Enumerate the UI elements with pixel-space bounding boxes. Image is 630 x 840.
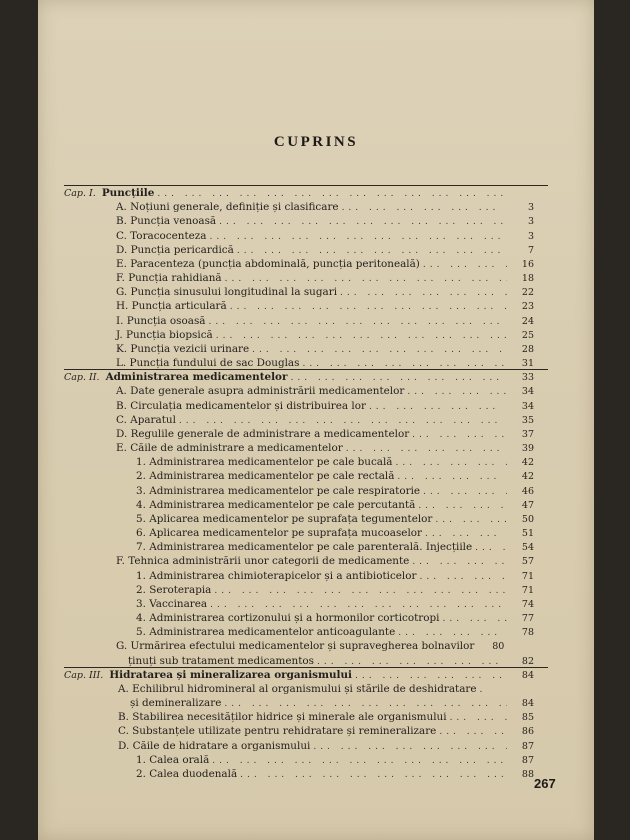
- entry-title: K. Puncția vezicii urinare: [116, 342, 250, 355]
- dot-leader: [208, 317, 507, 327]
- entry-title: 4. Administrarea medicamentelor pe cale percutantă: [136, 498, 416, 511]
- entry-title: 4. Administrarea cortizonului și a hormonilor corticotropi: [136, 612, 440, 625]
- entry-page-number: 86: [521, 726, 534, 738]
- chapter-number: Cap. III.: [64, 669, 104, 681]
- toc-entry-row: [116, 315, 534, 329]
- page-heading: CUPRINS: [273, 134, 359, 150]
- entry-title: ținuți sub tratament medicamentos: [128, 654, 314, 667]
- entry-title: 7. Administrarea medicamentelor pe cale parenterală. Injecțiile: [136, 541, 473, 554]
- entry-page-number: 54: [521, 542, 534, 554]
- dot-leader: [407, 387, 507, 397]
- dot-leader: [369, 402, 507, 412]
- entry-title: C. Toracocenteza: [116, 229, 207, 242]
- toc-entry-row: [118, 725, 534, 739]
- chapter-divider: [64, 667, 548, 668]
- entry-title: A. Noțiuni generale, definiție și clasificare: [116, 201, 339, 214]
- entry-page-number: 42: [521, 457, 534, 469]
- entry-title: 1. Calea orală: [136, 753, 210, 766]
- dot-leader: [302, 359, 507, 369]
- entry-page-number: 84: [521, 698, 534, 710]
- dot-leader: [157, 189, 507, 199]
- toc-entry-row: [136, 527, 534, 541]
- toc-entry-row: [116, 272, 534, 286]
- dot-leader: [450, 713, 507, 723]
- toc-entry-row: [136, 513, 534, 527]
- entry-page-number: 87: [521, 740, 534, 752]
- entry-page-number: 34: [521, 400, 534, 412]
- chapter-divider: [64, 185, 548, 186]
- entry-page-number: 37: [521, 428, 534, 440]
- entry-title: D. Căile de hidratare a organismului: [118, 739, 311, 752]
- dot-leader: [342, 203, 507, 213]
- entry-page-number: 78: [521, 627, 534, 639]
- entry-title: A. Date generale asupra administrării medicamentelor: [116, 385, 405, 398]
- entry-page-number: 18: [521, 273, 534, 285]
- toc-entry-row: [116, 201, 534, 215]
- entry-title: I. Puncția osoasă: [116, 314, 206, 327]
- entry-page-number: 57: [521, 556, 534, 568]
- toc-chapter-row: [64, 187, 534, 201]
- entry-page-number: 84: [521, 669, 534, 681]
- dot-leader: [397, 472, 507, 482]
- entry-title: 1. Administrarea medicamentelor pe cale bucală: [136, 456, 393, 469]
- toc-entry-row: [136, 499, 534, 513]
- entry-page-number: 88: [521, 769, 534, 780]
- dot-leader: [237, 246, 507, 256]
- entry-page-number: 42: [521, 471, 534, 483]
- entry-title: B. Puncția venoasă: [116, 215, 217, 228]
- dot-leader: [252, 345, 507, 355]
- toc-chapter-row: [64, 371, 534, 385]
- dot-leader: [395, 458, 507, 468]
- entry-page-number: 28: [521, 343, 534, 355]
- entry-title: L. Puncția fundului de sac Douglas: [116, 357, 300, 370]
- entry-page-number: 74: [521, 598, 534, 610]
- entry-page-number: 35: [521, 414, 534, 426]
- entry-page-number: 50: [521, 513, 534, 525]
- chapter-divider: [64, 369, 548, 370]
- dot-leader: [425, 529, 507, 539]
- entry-title: A. Echilibrul hidromineral al organismului și stările de deshidratare: [118, 682, 477, 695]
- toc-entry-row: [136, 541, 534, 555]
- dot-leader: [216, 331, 507, 341]
- entry-page-number: 51: [521, 528, 534, 540]
- entry-page-number: 80: [492, 641, 505, 653]
- entry-title: și demineralizare: [130, 697, 222, 710]
- entry-title: H. Puncția articulară: [116, 300, 227, 313]
- entry-page-number: 23: [521, 301, 534, 313]
- entry-page-number: 31: [521, 358, 534, 370]
- dot-leader: [419, 572, 507, 582]
- toc-entry-row: [136, 598, 534, 612]
- entry-page-number: 3: [527, 202, 534, 214]
- toc-entry-row: [116, 286, 534, 300]
- entry-title: B. Stabilirea necesităților hidrice și minerale ale organismului: [118, 711, 447, 724]
- entry-title: G. Puncția sinusului longitudinal la sugari: [116, 286, 338, 299]
- dot-leader: [355, 671, 507, 681]
- entry-title: F. Tehnica administrării unor categorii de medicamente: [116, 555, 410, 568]
- toc-entry-row: [116, 385, 534, 399]
- toc-entry-row: [116, 400, 534, 414]
- toc-entry-row: [136, 612, 534, 626]
- dot-leader: [475, 543, 507, 553]
- dot-leader: [423, 260, 507, 270]
- toc-entry-row: [130, 697, 534, 711]
- book-page: [38, 0, 594, 840]
- entry-title: 3. Vaccinarea: [136, 597, 208, 610]
- toc-entry-row: [116, 329, 534, 343]
- toc-entry-row: [136, 754, 534, 768]
- entry-title: E. Căile de administrare a medicamentelor: [116, 442, 343, 455]
- dot-leader: [435, 515, 507, 525]
- toc-entry-row: [136, 570, 534, 584]
- dot-leader: [340, 288, 507, 298]
- entry-page-number: 87: [521, 754, 534, 766]
- dot-leader: [212, 756, 507, 766]
- dot-leader: [210, 600, 507, 610]
- entry-title: J. Puncția biopsică: [116, 328, 213, 341]
- entry-page-number: 7: [527, 244, 534, 256]
- dot-leader: [225, 274, 507, 284]
- entry-page-number: 34: [521, 386, 534, 398]
- toc-entry-row: [116, 555, 534, 569]
- toc-entry-row: [136, 485, 534, 499]
- toc-entry-row: [116, 640, 504, 654]
- entry-title: E. Paracenteza (puncția abdominală, puncția peritoneală): [116, 257, 420, 270]
- entry-title: 1. Administrarea chimioterapicelor și a antibioticelor: [136, 569, 417, 582]
- toc-entry-row: [116, 414, 534, 428]
- entry-page-number: 82: [521, 655, 534, 667]
- toc-chapter-row: [64, 669, 534, 683]
- toc-entry-row: [116, 300, 534, 314]
- entry-title: 2. Seroterapia: [136, 583, 212, 596]
- entry-title: C. Aparatul: [116, 413, 176, 426]
- entry-title: F. Puncția rahidiană: [116, 272, 222, 285]
- entry-title: 2. Administrarea medicamentelor pe cale rectală: [136, 470, 395, 483]
- entry-title: G. Urmărirea efectului medicamentelor și supravegherea bolnavilor: [116, 640, 475, 653]
- toc-entry-row: [136, 768, 534, 782]
- dot-leader: [480, 685, 483, 695]
- chapter-title: Administrarea medicamentelor: [105, 371, 288, 384]
- dot-leader: [439, 727, 507, 737]
- entry-title: 2. Calea duodenală: [136, 768, 238, 780]
- toc-entry-row: [118, 740, 534, 754]
- entry-page-number: 3: [527, 216, 534, 228]
- toc-entry-row: [116, 215, 534, 229]
- entry-page-number: 85: [521, 712, 534, 724]
- toc-entry-row: [116, 343, 534, 357]
- chapter-number: Cap. I.: [64, 188, 96, 199]
- dot-leader: [224, 699, 507, 709]
- entry-title: B. Circulația medicamentelor și distribuirea lor: [116, 399, 366, 412]
- chapter-title: Hidratarea și mineralizarea organismului: [109, 668, 352, 681]
- toc-entry-row: [116, 428, 534, 442]
- entry-title: 6. Aplicarea medicamentelor pe suprafața mucoaselor: [136, 527, 423, 540]
- dot-leader: [418, 501, 507, 511]
- entry-page-number: 47: [521, 499, 534, 511]
- toc-entry-row: [136, 626, 534, 640]
- entry-title: 5. Administrarea medicamentelor anticoagulante: [136, 626, 396, 639]
- entry-title: D. Regulile generale de administrare a medicamentelor: [116, 427, 410, 440]
- toc-entry-row: [136, 456, 534, 470]
- entry-page-number: 25: [521, 329, 534, 341]
- entry-page-number: 71: [521, 570, 534, 582]
- entry-page-number: 3: [527, 230, 534, 242]
- toc-entry-row: [118, 683, 510, 697]
- entry-page-number: 46: [521, 485, 534, 497]
- entry-page-number: 24: [521, 315, 534, 327]
- chapter-title: Puncțiile: [101, 187, 155, 199]
- toc-entry-row: [116, 258, 534, 272]
- chapter-number: Cap. II.: [64, 372, 100, 384]
- dot-leader: [219, 217, 507, 227]
- dot-leader: [398, 628, 507, 638]
- dot-leader: [214, 586, 507, 596]
- entry-page-number: 22: [521, 287, 534, 299]
- page-number: 267: [534, 776, 556, 791]
- entry-page-number: 39: [521, 443, 534, 455]
- entry-title: 5. Aplicarea medicamentelor pe suprafața tegumentelor: [136, 512, 433, 525]
- toc-entry-row: [116, 244, 534, 258]
- dot-leader: [240, 770, 507, 780]
- toc-entry-row: [116, 442, 534, 456]
- dot-leader: [442, 614, 507, 624]
- entry-title: D. Puncția pericardică: [116, 243, 234, 256]
- toc-entry-row: [118, 711, 534, 725]
- toc-entry-row: [136, 470, 534, 484]
- entry-page-number: 16: [521, 258, 534, 270]
- dot-leader: [209, 232, 507, 242]
- dot-leader: [179, 416, 507, 426]
- toc-entry-row: [136, 584, 534, 598]
- dot-leader: [317, 657, 507, 667]
- dot-leader: [423, 487, 507, 497]
- entry-page-number: 71: [521, 584, 534, 596]
- entry-page-number: 77: [521, 613, 534, 625]
- dot-leader: [346, 444, 507, 454]
- dot-leader: [412, 557, 507, 567]
- entry-title: 3. Administrarea medicamentelor pe cale respiratorie: [136, 484, 421, 497]
- entry-page-number: 33: [521, 372, 534, 384]
- dot-leader: [230, 302, 507, 312]
- dot-leader: [412, 430, 507, 440]
- dot-leader: [290, 373, 507, 383]
- dot-leader: [313, 742, 507, 752]
- toc-entry-row: [116, 230, 534, 244]
- entry-title: C. Substanțele utilizate pentru rehidratare și remineralizare: [118, 725, 437, 738]
